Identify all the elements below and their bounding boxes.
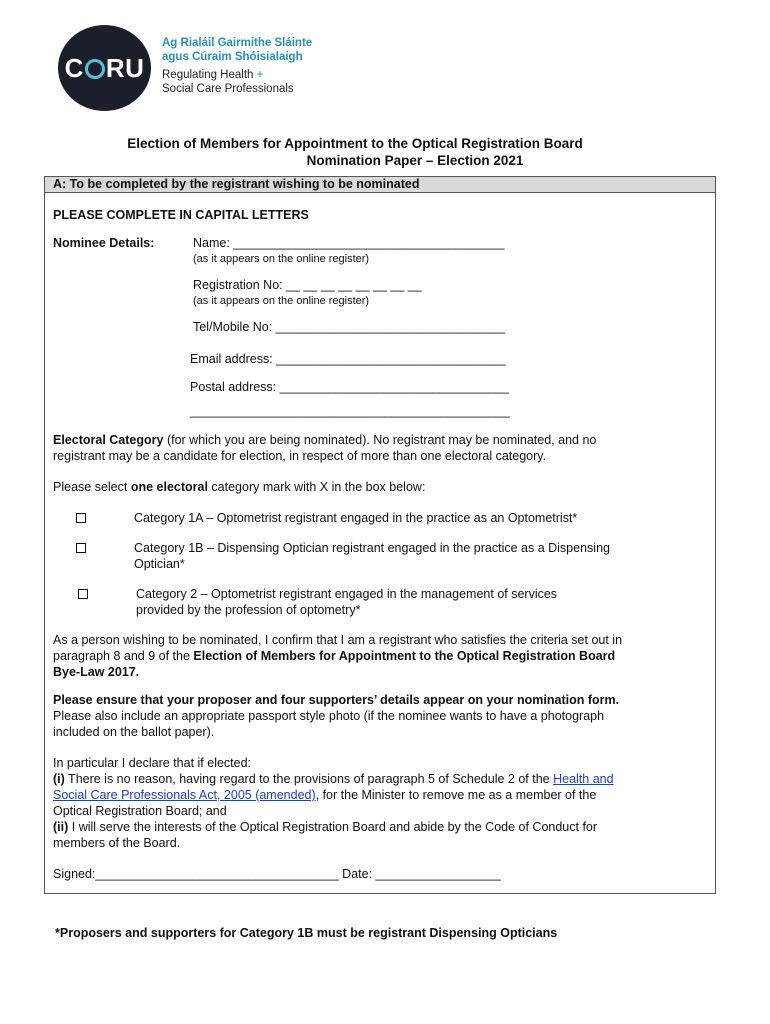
select-pre: Please select <box>53 480 131 494</box>
declaration-1 <box>53 771 614 787</box>
logo-english-line-1 <box>162 69 263 81</box>
logo-english-text: Regulating Health <box>162 69 254 81</box>
logo-irish-line-2: agus Cúraim Shóisialaigh <box>162 51 303 63</box>
coru-logo-mark <box>58 25 151 111</box>
category-1b-label: Category 1B – Dispensing Optician registrant engaged in the practice as a Dispensing <box>134 541 610 555</box>
declare-intro: In particular I declare that if elected: <box>53 756 252 770</box>
document-title: Election of Members for Appointment to the Optical Registration Board <box>127 136 583 151</box>
electoral-category-text <box>53 432 596 448</box>
photo-note-line-2: included on the ballot paper). <box>53 725 215 739</box>
confirm-line-2-pre: paragraph 8 and 9 of the <box>53 649 194 663</box>
health-act-link-continued[interactable]: Social Care Professionals Act, 2005 (amended) <box>53 788 316 802</box>
confirm-line-2 <box>53 648 615 664</box>
logo-irish-line-1: Ag Rialáil Gairmithe Sláinte <box>162 37 313 49</box>
capitals-note: PLEASE COMPLETE IN CAPITAL LETTERS <box>53 208 309 222</box>
bye-law-title: Election of Members for Appointment to the Optical Registration Board <box>193 649 616 663</box>
logo-english-line-2: Social Care Professionals <box>162 83 294 95</box>
email-field[interactable]: Email address: _________________________________ <box>190 352 506 366</box>
category-1a-checkbox[interactable] <box>76 513 86 523</box>
category-2-checkbox[interactable] <box>78 589 88 599</box>
bye-law-year: Bye-Law 2017. <box>53 665 140 679</box>
logo-mark-ru: RU <box>105 52 145 83</box>
electoral-category-line-2: registrant may be a candidate for election, in respect of more than one electoral category. <box>53 449 547 463</box>
declaration-2-line-2: members of the Board. <box>53 836 181 850</box>
category-2-label: Category 2 – Optometrist registrant engaged in the management of services <box>136 587 558 601</box>
photo-note-line-1: Please also include an appropriate passport style photo (if the nominee wants to have a photograph <box>53 709 605 723</box>
category-1b-checkbox[interactable] <box>76 543 86 553</box>
coru-logo <box>58 25 318 113</box>
name-field[interactable]: Name: _______________________________________ <box>193 236 505 250</box>
electoral-category-rest: (for which you are being nominated). No registrant may be nominated, and no <box>163 433 597 447</box>
logo-mark-o-ring <box>85 59 105 79</box>
logo-mark-c: C <box>64 52 84 83</box>
declaration-2-text: I will serve the interests of the Optical Registration Board and abide by the Code of Conduct for <box>68 820 598 834</box>
footer-note: *Proposers and supporters for Category 1B must be registrant Dispensing Opticians <box>55 926 558 940</box>
health-act-link[interactable]: Health and <box>553 772 614 786</box>
registration-hint: (as it appears on the online register) <box>193 295 370 307</box>
name-hint: (as it appears on the online register) <box>193 253 370 265</box>
declaration-2 <box>53 819 597 835</box>
nominee-details-label: Nominee Details: <box>53 236 155 250</box>
declaration-1-number: (i) <box>53 772 65 786</box>
plus-icon: + <box>256 69 264 81</box>
electoral-category-label: Electoral Category <box>53 433 164 447</box>
document-subtitle: Nomination Paper – Election 2021 <box>306 153 524 168</box>
category-1a-label: Category 1A – Optometrist registrant engaged in the practice as an Optometrist* <box>134 511 578 525</box>
category-1b-label-line-2: Optician* <box>134 557 185 571</box>
category-2-label-line-2: provided by the profession of optometry* <box>136 603 361 617</box>
declaration-1-rest: , for the Minister to remove me as a member of the <box>315 788 597 802</box>
section-a-heading: A: To be completed by the registrant wishing to be nominated <box>45 177 715 193</box>
ensure-details-note: Please ensure that your proposer and four supporters’ details appear on your nomination form. <box>53 693 620 707</box>
postal-address-line-2[interactable]: ______________________________________________ <box>190 404 510 418</box>
select-post: category mark with X in the box below: <box>207 480 426 494</box>
select-instruction <box>53 479 425 495</box>
tel-mobile-field[interactable]: Tel/Mobile No: _________________________________ <box>193 320 506 334</box>
nomination-form <box>44 176 716 894</box>
declaration-1-line-3: Optical Registration Board; and <box>53 804 227 818</box>
declaration-1-line-2 <box>53 787 596 803</box>
declaration-2-number: (ii) <box>53 820 69 834</box>
registration-number-field[interactable]: Registration No: __ __ __ __ __ __ __ __ <box>193 278 422 292</box>
postal-address-field[interactable]: Postal address: _________________________________ <box>190 380 510 394</box>
confirm-line-1: As a person wishing to be nominated, I confirm that I am a registrant who satisfies the criteria set out in <box>53 633 623 647</box>
select-bold: one electoral <box>130 480 208 494</box>
signature-date-field[interactable]: Signed:___________________________________ Date: __________________ <box>53 867 501 881</box>
declaration-1-text: There is no reason, having regard to the provisions of paragraph 5 of Schedule 2 of the <box>64 772 554 786</box>
